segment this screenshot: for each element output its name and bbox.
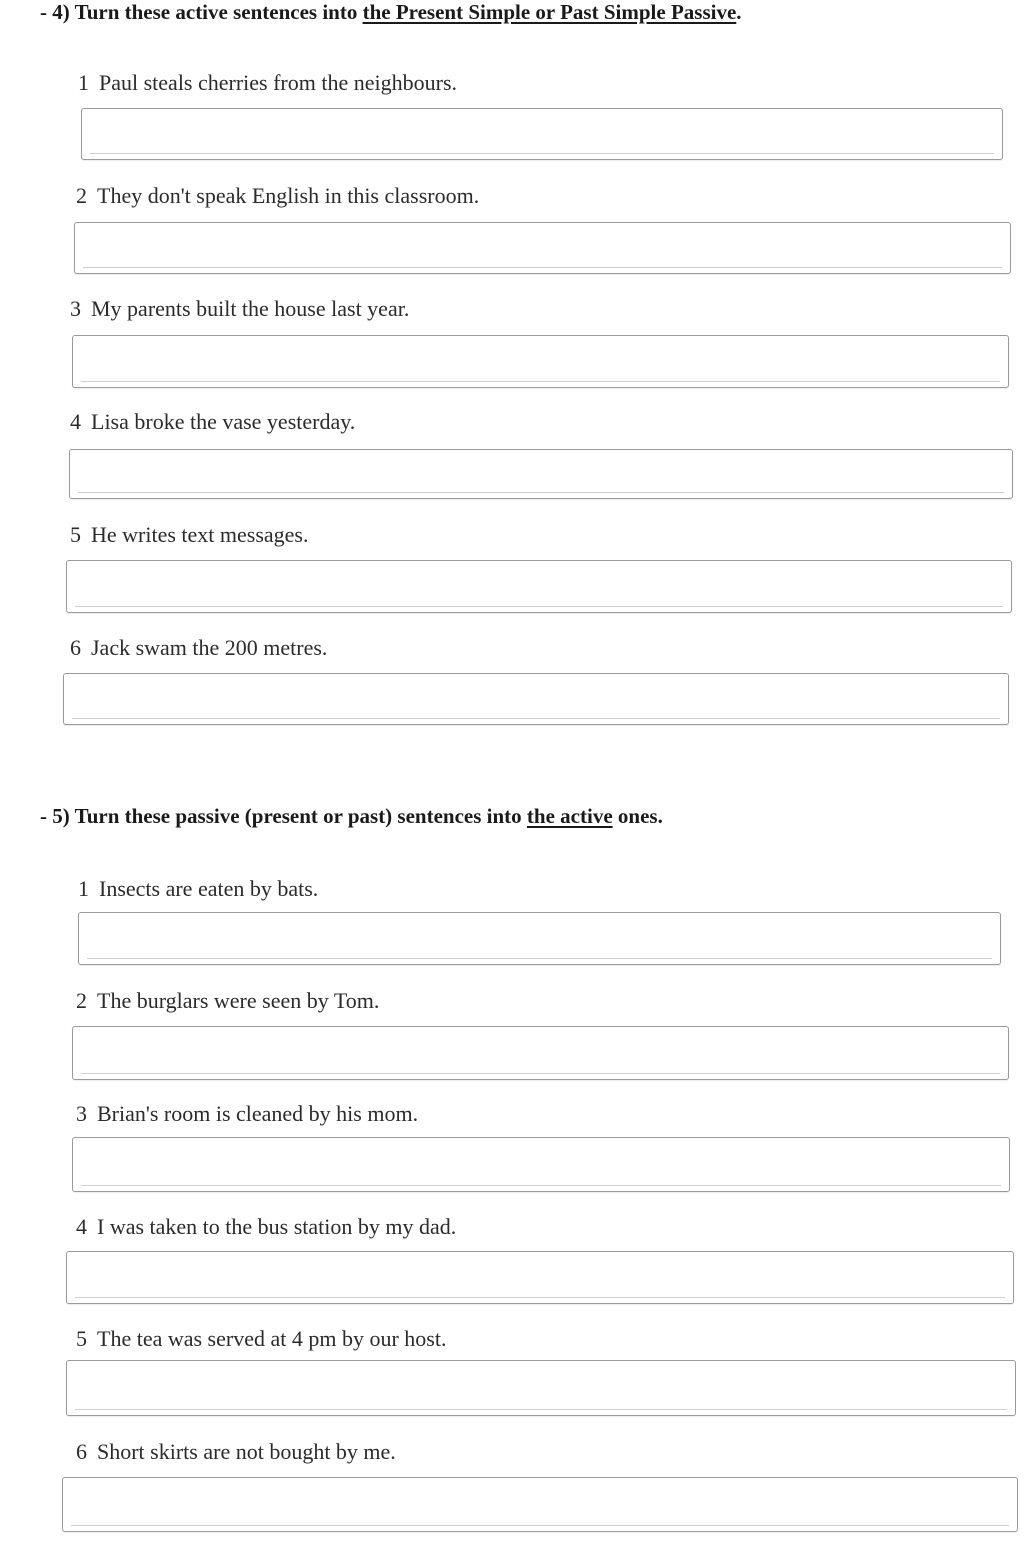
section-4-instruction-underlined: the Present Simple or Past Simple Passive [362,0,737,24]
s5-item-5 [76,1326,446,1352]
s5-answer-2-input[interactable] [72,1026,1009,1080]
item-sentence: Insects are eaten by bats. [99,876,319,901]
s4-item-2 [76,183,479,209]
section-4-heading [40,0,742,25]
s5-answer-5-input[interactable] [66,1360,1016,1416]
s5-answer-6-input[interactable] [62,1477,1018,1532]
s5-item-2 [76,988,379,1014]
s4-answer-4-input[interactable] [69,449,1013,499]
s4-answer-3-input[interactable] [72,335,1009,388]
section-5-instruction-underlined: the active [526,804,613,828]
item-number: 4 [70,409,81,434]
item-number: 5 [76,1326,87,1351]
section-5-heading [40,804,663,829]
section-5-prefix: - 5) [40,804,70,828]
s4-answer-5-input[interactable] [66,560,1012,613]
item-number: 6 [70,635,81,660]
item-number: 2 [76,988,87,1013]
item-sentence: He writes text messages. [91,522,309,547]
item-number: 1 [78,876,89,901]
s5-item-3 [76,1101,418,1127]
s4-answer-1-input[interactable] [81,108,1003,160]
s5-item-6 [76,1439,396,1465]
s4-answer-6-input[interactable] [63,673,1009,725]
s5-answer-3-input[interactable] [72,1137,1010,1192]
item-number: 5 [70,522,81,547]
section-4-prefix: - 4) [40,0,70,24]
item-number: 3 [70,296,81,321]
item-sentence: They don't speak English in this classroom. [97,183,480,208]
s5-item-4 [76,1214,456,1240]
item-sentence: I was taken to the bus station by my dad. [97,1214,457,1239]
s4-item-5 [70,522,309,548]
item-sentence: My parents built the house last year. [91,296,410,321]
item-sentence: Paul steals cherries from the neighbours. [99,70,458,95]
item-number: 4 [76,1214,87,1239]
s4-item-3 [70,296,409,322]
s5-item-1 [78,876,318,902]
item-number: 1 [78,70,89,95]
section-4-instruction: Turn these active sentences into [74,0,358,24]
s4-item-1 [78,70,457,96]
s5-answer-4-input[interactable] [66,1251,1014,1304]
item-number: 3 [76,1101,87,1126]
item-sentence: Jack swam the 200 metres. [91,635,328,660]
item-sentence: Short skirts are not bought by me. [97,1439,396,1464]
s4-item-4 [70,409,355,435]
s4-item-6 [70,635,327,661]
item-sentence: Lisa broke the vase yesterday. [91,409,356,434]
item-number: 6 [76,1439,87,1464]
item-number: 2 [76,183,87,208]
s4-answer-2-input[interactable] [74,222,1011,274]
item-sentence: The burglars were seen by Tom. [97,988,380,1013]
s5-answer-1-input[interactable] [78,912,1001,965]
section-4-suffix: . [736,0,742,24]
section-5-instruction: Turn these passive (present or past) sentences into [74,804,522,828]
item-sentence: Brian's room is cleaned by his mom. [97,1101,419,1126]
item-sentence: The tea was served at 4 pm by our host. [97,1326,447,1351]
section-5-suffix: ones. [617,804,663,828]
